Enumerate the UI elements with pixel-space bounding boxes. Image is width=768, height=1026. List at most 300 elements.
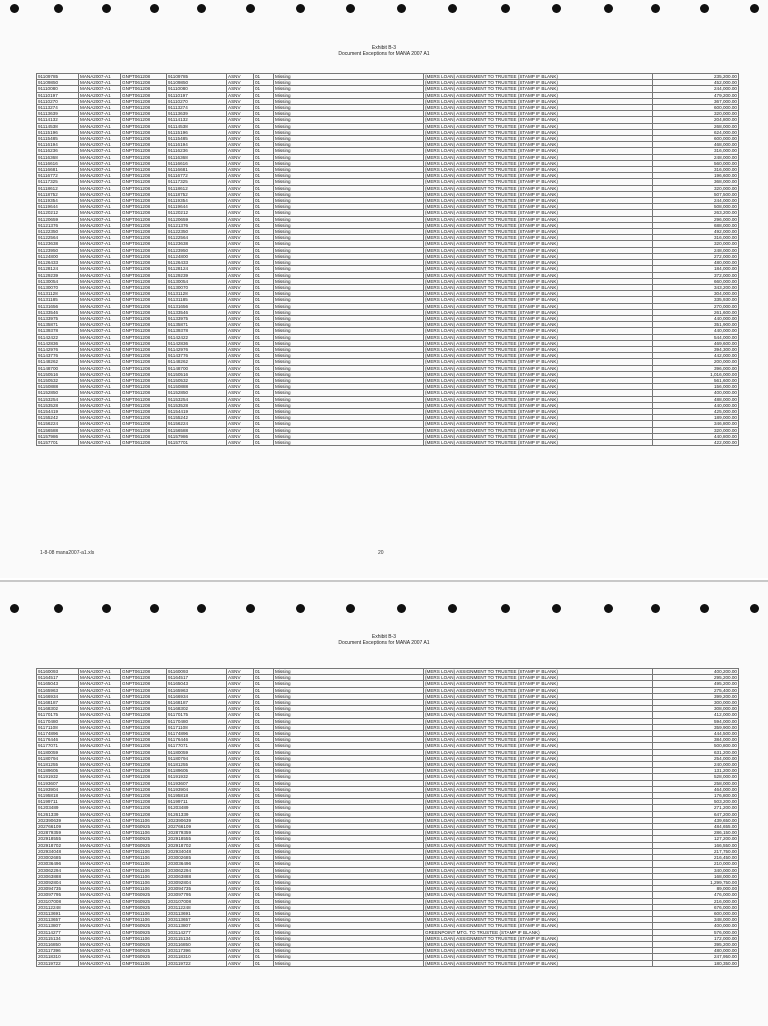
cell-status: Missing — [274, 799, 424, 805]
cell-exception-description: (MERS LOAN) ASSIGNMENT TO TRUSTEE (STAMP IF BLANK) — [424, 415, 653, 421]
cell-loan-amount: 320,000.00 — [653, 111, 739, 117]
cell-loan-amount: 422,000.00 — [653, 439, 739, 445]
cell-loan-amount: 176,800.00 — [653, 793, 739, 799]
cell-doc-seq: 01 — [254, 229, 274, 235]
cell-deal: MANA2007-A1 — [79, 303, 121, 309]
cell-deal: MANA2007-A1 — [79, 712, 121, 718]
cell-custodian-batch: GNPT061208 — [121, 105, 167, 111]
cell-exception-description: (MERS LOAN) ASSIGNMENT TO TRUSTEE (STAMP IF BLANK) — [424, 731, 653, 737]
cell-exception-description: (MERS LOAN) ASSIGNMENT TO TRUSTEE (STAMP IF BLANK) — [424, 700, 653, 706]
cell-loan-amount: 468,000.00 — [653, 142, 739, 148]
cell-loan-id: 91118612 — [167, 185, 227, 191]
cell-deal: MANA2007-A1 — [79, 315, 121, 321]
cell-doc-seq: 01 — [254, 136, 274, 142]
cell-deal: MANA2007-A1 — [79, 855, 121, 861]
cell-loan-number: 91119354 — [37, 198, 79, 204]
cell-doc-seq: 01 — [254, 167, 274, 173]
cell-status: Missing — [274, 886, 424, 892]
cell-status: Missing — [274, 811, 424, 817]
cell-custodian-batch: GNPT061208 — [121, 700, 167, 706]
cell-doc-code: ASNV — [227, 842, 254, 848]
cell-status: Missing — [274, 315, 424, 321]
cell-doc-seq: 01 — [254, 340, 274, 346]
cell-doc-code: ASNV — [227, 873, 254, 879]
cell-status: Missing — [274, 241, 424, 247]
cell-exception-description: (MERS LOAN) ASSIGNMENT TO TRUSTEE (STAMP IF BLANK) — [424, 743, 653, 749]
cell-loan-id: 91170480 — [167, 718, 227, 724]
cell-loan-id: 91155242 — [167, 415, 227, 421]
cell-loan-number: 202766109 — [37, 824, 79, 830]
cell-loan-number: 91115485 — [37, 136, 79, 142]
cell-doc-code: ASNV — [227, 92, 254, 98]
cell-status: Missing — [274, 303, 424, 309]
cell-doc-seq: 01 — [254, 291, 274, 297]
cell-status: Missing — [274, 123, 424, 129]
cell-exception-description: (MERS LOAN) ASSIGNMENT TO TRUSTEE (STAMP IF BLANK) — [424, 136, 653, 142]
cell-status: Missing — [274, 712, 424, 718]
cell-doc-code: ASNV — [227, 836, 254, 842]
cell-loan-id: 91168302 — [167, 706, 227, 712]
cell-loan-id: 91193607 — [167, 780, 227, 786]
cell-status: Missing — [274, 179, 424, 185]
cell-doc-seq: 01 — [254, 253, 274, 259]
cell-deal: MANA2007-A1 — [79, 427, 121, 433]
cell-doc-seq: 01 — [254, 284, 274, 290]
cell-loan-number: 91156224 — [37, 421, 79, 427]
cell-doc-code: ASNV — [227, 272, 254, 278]
cell-deal: MANA2007-A1 — [79, 421, 121, 427]
cell-loan-number: 203113807 — [37, 923, 79, 929]
cell-doc-code: ASNV — [227, 737, 254, 743]
cell-doc-seq: 01 — [254, 910, 274, 916]
punch-hole-icon — [102, 604, 111, 613]
cell-exception-description: (MERS LOAN) ASSIGNMENT TO TRUSTEE (STAMP IF BLANK) — [424, 960, 653, 966]
cell-doc-code: ASNV — [227, 396, 254, 402]
cell-exception-description: (MERS LOAN) ASSIGNMENT TO TRUSTEE (STAMP IF BLANK) — [424, 253, 653, 259]
cell-loan-number: 91195818 — [37, 793, 79, 799]
cell-custodian-batch: GNPT060925 — [121, 941, 167, 947]
cell-loan-amount: 263,200.00 — [653, 210, 739, 216]
cell-doc-seq: 01 — [254, 377, 274, 383]
cell-loan-id: 91126433 — [167, 260, 227, 266]
cell-loan-amount: 184,000.00 — [653, 266, 739, 272]
cell-deal: MANA2007-A1 — [79, 954, 121, 960]
cell-custodian-batch: GNPT060925 — [121, 842, 167, 848]
cell-deal: MANA2007-A1 — [79, 222, 121, 228]
cell-doc-code: ASNV — [227, 136, 254, 142]
cell-deal: MANA2007-A1 — [79, 272, 121, 278]
cell-doc-seq: 01 — [254, 861, 274, 867]
cell-custodian-batch: GNPT061208 — [121, 247, 167, 253]
cell-deal: MANA2007-A1 — [79, 185, 121, 191]
punch-hole-icon — [651, 4, 660, 13]
cell-deal: MANA2007-A1 — [79, 260, 121, 266]
punch-hole-icon — [552, 4, 561, 13]
cell-deal: MANA2007-A1 — [79, 123, 121, 129]
cell-loan-amount: 600,000.00 — [653, 105, 739, 111]
cell-loan-number: 91131656 — [37, 303, 79, 309]
cell-status: Missing — [274, 433, 424, 439]
cell-loan-number: 203115134 — [37, 935, 79, 941]
cell-deal: MANA2007-A1 — [79, 216, 121, 222]
cell-loan-id: 91123950 — [167, 247, 227, 253]
cell-loan-number: 91123638 — [37, 241, 79, 247]
cell-status: Missing — [274, 365, 424, 371]
cell-doc-seq: 01 — [254, 216, 274, 222]
cell-exception-description: (MERS LOAN) ASSIGNMENT TO TRUSTEE (STAMP IF BLANK) — [424, 687, 653, 693]
cell-custodian-batch: GNPT061208 — [121, 92, 167, 98]
cell-exception-description: (MERS LOAN) ASSIGNMENT TO TRUSTEE (STAMP IF BLANK) — [424, 954, 653, 960]
cell-loan-amount: 270,000.00 — [653, 303, 739, 309]
cell-doc-seq: 01 — [254, 129, 274, 135]
cell-doc-code: ASNV — [227, 415, 254, 421]
cell-doc-seq: 01 — [254, 737, 274, 743]
cell-loan-id: 91114538 — [167, 123, 227, 129]
cell-doc-code: ASNV — [227, 421, 254, 427]
cell-deal: MANA2007-A1 — [79, 408, 121, 414]
cell-deal: MANA2007-A1 — [79, 117, 121, 123]
cell-exception-description: (MERS LOAN) ASSIGNMENT TO TRUSTEE (STAMP IF BLANK) — [424, 669, 653, 675]
cell-doc-seq: 01 — [254, 687, 274, 693]
cell-loan-amount: 396,000.00 — [653, 365, 739, 371]
cell-deal: MANA2007-A1 — [79, 291, 121, 297]
cell-doc-code: ASNV — [227, 222, 254, 228]
page-heading — [0, 634, 768, 646]
cell-custodian-batch: GNPT061106 — [121, 848, 167, 854]
cell-custodian-batch: GNPT061208 — [121, 303, 167, 309]
cell-loan-amount: 316,000.00 — [653, 235, 739, 241]
cell-doc-code: ASNV — [227, 824, 254, 830]
cell-exception-description: (MERS LOAN) ASSIGNMENT TO TRUSTEE (STAMP IF BLANK) — [424, 737, 653, 743]
cell-exception-description: (MERS LOAN) ASSIGNMENT TO TRUSTEE (STAMP IF BLANK) — [424, 74, 653, 80]
cell-loan-id: 203097795 — [167, 892, 227, 898]
cell-loan-id: 91133546 — [167, 309, 227, 315]
cell-loan-id: 91177071 — [167, 743, 227, 749]
cell-loan-number: 91130070 — [37, 284, 79, 290]
cell-loan-number: 91133975 — [37, 315, 79, 321]
cell-doc-seq: 01 — [254, 712, 274, 718]
cell-loan-id: 91189605 — [167, 768, 227, 774]
cell-loan-number: 91143776 — [37, 353, 79, 359]
cell-loan-id: 203113691 — [167, 910, 227, 916]
cell-exception-description: (MERS LOAN) ASSIGNMENT TO TRUSTEE (STAMP IF BLANK) — [424, 278, 653, 284]
cell-loan-number: 91168187 — [37, 700, 79, 706]
cell-status: Missing — [274, 693, 424, 699]
cell-loan-amount: 216,450.00 — [653, 855, 739, 861]
cell-loan-number: 91120659 — [37, 216, 79, 222]
cell-status: Missing — [274, 960, 424, 966]
cell-doc-code: ASNV — [227, 142, 254, 148]
cell-exception-description: (MERS LOAN) ASSIGNMENT TO TRUSTEE (STAMP IF BLANK) — [424, 811, 653, 817]
cell-doc-code: ASNV — [227, 390, 254, 396]
cell-exception-description: (MERS LOAN) ASSIGNMENT TO TRUSTEE (STAMP IF BLANK) — [424, 805, 653, 811]
cell-status: Missing — [274, 910, 424, 916]
cell-loan-id: 91153528 — [167, 402, 227, 408]
punch-hole-icon — [346, 4, 355, 13]
cell-exception-description: (MERS LOAN) ASSIGNMENT TO TRUSTEE (STAMP IF BLANK) — [424, 142, 653, 148]
cell-loan-id: 91153254 — [167, 396, 227, 402]
cell-doc-code: ASNV — [227, 762, 254, 768]
cell-custodian-batch: GNPT061208 — [121, 185, 167, 191]
cell-custodian-batch: GNPT060925 — [121, 954, 167, 960]
cell-custodian-batch: GNPT061208 — [121, 384, 167, 390]
cell-custodian-batch: GNPT061208 — [121, 284, 167, 290]
cell-deal: MANA2007-A1 — [79, 879, 121, 885]
cell-custodian-batch: GNPT061208 — [121, 272, 167, 278]
punch-hole-icon — [700, 4, 709, 13]
cell-loan-amount: 367,000.00 — [653, 98, 739, 104]
cell-doc-seq: 01 — [254, 848, 274, 854]
cell-deal: MANA2007-A1 — [79, 793, 121, 799]
cell-loan-amount: 600,000.00 — [653, 136, 739, 142]
table-body — [37, 74, 739, 446]
cell-loan-amount: 488,000.00 — [653, 396, 739, 402]
cell-loan-number: 91116194 — [37, 142, 79, 148]
cell-deal: MANA2007-A1 — [79, 74, 121, 80]
cell-loan-number: 91180794 — [37, 755, 79, 761]
cell-status: Missing — [274, 266, 424, 272]
cell-status: Missing — [274, 297, 424, 303]
cell-doc-code: ASNV — [227, 86, 254, 92]
cell-loan-amount: 492,000.00 — [653, 229, 739, 235]
cell-deal: MANA2007-A1 — [79, 334, 121, 340]
cell-status: Missing — [274, 755, 424, 761]
cell-status: Missing — [274, 260, 424, 266]
cell-loan-number: 91121376 — [37, 222, 79, 228]
cell-custodian-batch: GNPT061208 — [121, 743, 167, 749]
cell-exception-description: (MERS LOAN) ASSIGNMENT TO TRUSTEE (STAMP IF BLANK) — [424, 836, 653, 842]
cell-loan-id: 203114277 — [167, 929, 227, 935]
cell-status: Missing — [274, 706, 424, 712]
cell-doc-seq: 01 — [254, 842, 274, 848]
cell-doc-seq: 01 — [254, 210, 274, 216]
cell-loan-amount: 180,350.00 — [653, 960, 739, 966]
cell-custodian-batch: GNPT061208 — [121, 731, 167, 737]
cell-loan-amount: 320,000.00 — [653, 241, 739, 247]
cell-deal: MANA2007-A1 — [79, 359, 121, 365]
cell-status: Missing — [274, 154, 424, 160]
cell-status: Missing — [274, 322, 424, 328]
cell-loan-amount: 394,300.00 — [653, 346, 739, 352]
cell-loan-id: 91160093 — [167, 669, 227, 675]
cell-deal: MANA2007-A1 — [79, 898, 121, 904]
cell-doc-seq: 01 — [254, 830, 274, 836]
cell-custodian-batch: GNPT061208 — [121, 693, 167, 699]
punch-hole-icon — [150, 604, 159, 613]
punch-hole-icon — [604, 604, 613, 613]
cell-doc-seq: 01 — [254, 117, 274, 123]
cell-deal: MANA2007-A1 — [79, 774, 121, 780]
cell-deal: MANA2007-A1 — [79, 904, 121, 910]
cell-doc-code: ASNV — [227, 681, 254, 687]
cell-loan-id: 91115485 — [167, 136, 227, 142]
cell-custodian-batch: GNPT061208 — [121, 98, 167, 104]
cell-custodian-batch: GNPT061208 — [121, 179, 167, 185]
punch-hole-icon — [296, 604, 305, 613]
cell-doc-code: ASNV — [227, 768, 254, 774]
cell-loan-amount: 480,000.00 — [653, 948, 739, 954]
cell-status: Missing — [274, 111, 424, 117]
cell-doc-code: ASNV — [227, 687, 254, 693]
cell-custodian-batch: GNPT061208 — [121, 80, 167, 86]
cell-custodian-batch: GNPT061208 — [121, 191, 167, 197]
cell-status: Missing — [274, 669, 424, 675]
cell-status: Missing — [274, 191, 424, 197]
cell-doc-code: ASNV — [227, 334, 254, 340]
cell-status: Missing — [274, 923, 424, 929]
cell-doc-code: ASNV — [227, 346, 254, 352]
cell-exception-description: (MERS LOAN) ASSIGNMENT TO TRUSTEE (STAMP IF BLANK) — [424, 123, 653, 129]
cell-doc-code: ASNV — [227, 675, 254, 681]
punch-hole-icon — [750, 4, 759, 13]
cell-custodian-batch: GNPT061208 — [121, 229, 167, 235]
cell-doc-seq: 01 — [254, 98, 274, 104]
cell-exception-description: (MERS LOAN) ASSIGNMENT TO TRUSTEE (STAMP IF BLANK) — [424, 241, 653, 247]
cell-doc-seq: 01 — [254, 954, 274, 960]
cell-custodian-batch: GNPT061208 — [121, 390, 167, 396]
cell-status: Missing — [274, 731, 424, 737]
cell-custodian-batch: GNPT060925 — [121, 904, 167, 910]
cell-custodian-batch: GNPT061208 — [121, 737, 167, 743]
punch-holes — [0, 604, 768, 624]
cell-loan-number: 203113691 — [37, 910, 79, 916]
cell-status: Missing — [274, 718, 424, 724]
cell-deal: MANA2007-A1 — [79, 173, 121, 179]
cell-loan-number: 91139378 — [37, 328, 79, 334]
cell-status: Missing — [274, 917, 424, 923]
cell-doc-seq: 01 — [254, 191, 274, 197]
cell-loan-amount: 127,200.00 — [653, 836, 739, 842]
cell-deal: MANA2007-A1 — [79, 346, 121, 352]
cell-loan-number: 91165043 — [37, 681, 79, 687]
cell-exception-description: (MERS LOAN) ASSIGNMENT TO TRUSTEE (STAMP IF BLANK) — [424, 910, 653, 916]
cell-doc-seq: 01 — [254, 86, 274, 92]
cell-deal: MANA2007-A1 — [79, 235, 121, 241]
cell-deal: MANA2007-A1 — [79, 309, 121, 315]
cell-loan-number: 91164517 — [37, 675, 79, 681]
cell-status: Missing — [274, 229, 424, 235]
punch-hole-icon — [700, 604, 709, 613]
footer-page-number: 20 — [378, 550, 384, 556]
cell-doc-code: ASNV — [227, 811, 254, 817]
cell-loan-id: 91123638 — [167, 241, 227, 247]
cell-loan-id: 91174896 — [167, 731, 227, 737]
punch-hole-icon — [501, 4, 510, 13]
cell-doc-code: ASNV — [227, 867, 254, 873]
cell-deal: MANA2007-A1 — [79, 737, 121, 743]
cell-loan-amount: 440,000.00 — [653, 328, 739, 334]
cell-exception-description: (MERS LOAN) ASSIGNMENT TO TRUSTEE (STAMP IF BLANK) — [424, 105, 653, 111]
cell-deal: MANA2007-A1 — [79, 830, 121, 836]
cell-deal: MANA2007-A1 — [79, 92, 121, 98]
cell-deal: MANA2007-A1 — [79, 154, 121, 160]
cell-loan-id: 91142836 — [167, 340, 227, 346]
scanned-page-2 — [0, 580, 768, 1026]
cell-loan-number: 91193607 — [37, 780, 79, 786]
cell-exception-description: (MERS LOAN) ASSIGNMENT TO TRUSTEE (STAMP IF BLANK) — [424, 148, 653, 154]
cell-loan-id: 203094735 — [167, 886, 227, 892]
cell-doc-seq: 01 — [254, 303, 274, 309]
cell-doc-code: ASNV — [227, 793, 254, 799]
cell-loan-number: 203112248 — [37, 904, 79, 910]
cell-loan-number: 91116368 — [37, 154, 79, 160]
punch-hole-icon — [448, 604, 457, 613]
cell-custodian-batch: GNPT061208 — [121, 86, 167, 92]
cell-status: Missing — [274, 353, 424, 359]
cell-loan-number: 91170175 — [37, 712, 79, 718]
cell-loan-id: 91164517 — [167, 675, 227, 681]
cell-loan-number: 91189605 — [37, 768, 79, 774]
cell-loan-number: 91116681 — [37, 167, 79, 173]
cell-exception-description: (MERS LOAN) ASSIGNMENT TO TRUSTEE (STAMP IF BLANK) — [424, 359, 653, 365]
cell-custodian-batch: GNPT061208 — [121, 291, 167, 297]
cell-status: Missing — [274, 86, 424, 92]
cell-doc-code: ASNV — [227, 743, 254, 749]
cell-custodian-batch: GNPT061208 — [121, 359, 167, 365]
cell-loan-number: 91157986 — [37, 433, 79, 439]
cell-custodian-batch: GNPT060925 — [121, 929, 167, 935]
cell-loan-number: 203097795 — [37, 892, 79, 898]
cell-exception-description: (MERS LOAN) ASSIGNMENT TO TRUSTEE (STAMP IF BLANK) — [424, 904, 653, 910]
cell-doc-seq: 01 — [254, 309, 274, 315]
cell-loan-amount: 272,000.00 — [653, 253, 739, 259]
cell-loan-id: 203062294 — [167, 867, 227, 873]
cell-loan-id: 91118752 — [167, 191, 227, 197]
cell-deal: MANA2007-A1 — [79, 111, 121, 117]
cell-status: Missing — [274, 935, 424, 941]
cell-status: Missing — [274, 210, 424, 216]
cell-doc-code: ASNV — [227, 266, 254, 272]
cell-doc-code: ASNV — [227, 718, 254, 724]
cell-loan-number: 91124800 — [37, 253, 79, 259]
cell-doc-code: ASNV — [227, 216, 254, 222]
cell-loan-number: 91176446 — [37, 737, 79, 743]
cell-loan-amount: 204,800.00 — [653, 117, 739, 123]
cell-exception-description: (MERS LOAN) ASSIGNMENT TO TRUSTEE (STAMP IF BLANK) — [424, 830, 653, 836]
cell-custodian-batch: GNPT061208 — [121, 222, 167, 228]
cell-loan-amount: 560,000.00 — [653, 160, 739, 166]
cell-custodian-batch: GNPT061106 — [121, 861, 167, 867]
cell-exception-description: (MERS LOAN) ASSIGNMENT TO TRUSTEE (STAMP IF BLANK) — [424, 222, 653, 228]
cell-loan-id: 203113657 — [167, 917, 227, 923]
cell-deal: MANA2007-A1 — [79, 148, 121, 154]
cell-loan-id: 91119354 — [167, 198, 227, 204]
cell-loan-amount: 308,000.00 — [653, 706, 739, 712]
cell-loan-number: 91191932 — [37, 774, 79, 780]
cell-doc-seq: 01 — [254, 421, 274, 427]
cell-loan-amount: 268,000.00 — [653, 123, 739, 129]
cell-status: Missing — [274, 136, 424, 142]
cell-loan-number: 203063888 — [37, 873, 79, 879]
cell-loan-amount: 647,200.00 — [653, 811, 739, 817]
punch-hole-icon — [448, 4, 457, 13]
cell-loan-amount: 479,200.00 — [653, 92, 739, 98]
cell-doc-code: ASNV — [227, 204, 254, 210]
cell-doc-seq: 01 — [254, 774, 274, 780]
cell-doc-code: ASNV — [227, 229, 254, 235]
cell-exception-description: GREENPOINT MTG. TO TRUSTEE (STAMP IF BLANK) — [424, 929, 653, 935]
cell-exception-description: (MERS LOAN) ASSIGNMENT TO TRUSTEE (STAMP IF BLANK) — [424, 377, 653, 383]
cell-loan-amount: 440,000.00 — [653, 402, 739, 408]
cell-status: Missing — [274, 309, 424, 315]
cell-exception-description: (MERS LOAN) ASSIGNMENT TO TRUSTEE (STAMP IF BLANK) — [424, 749, 653, 755]
cell-loan-id: 203115134 — [167, 935, 227, 941]
punch-hole-icon — [10, 4, 19, 13]
cell-deal: MANA2007-A1 — [79, 718, 121, 724]
cell-doc-code: ASNV — [227, 235, 254, 241]
cell-loan-number: 91110197 — [37, 92, 79, 98]
cell-custodian-batch: GNPT061208 — [121, 371, 167, 377]
